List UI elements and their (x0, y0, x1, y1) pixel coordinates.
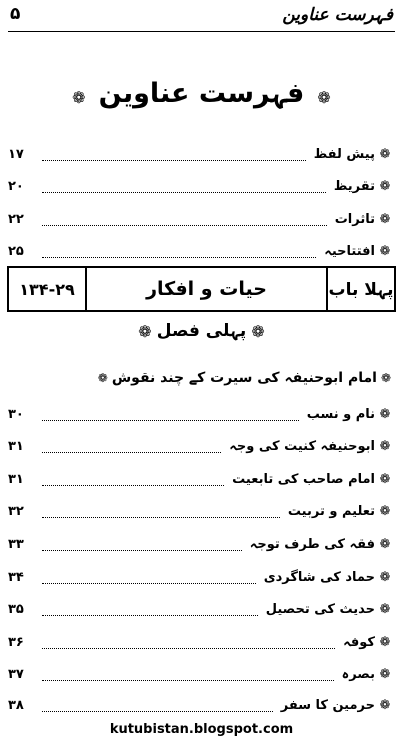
entry-page: ۲۵ (8, 243, 24, 259)
header-rule (8, 31, 395, 32)
toc-entry[interactable] (8, 403, 395, 425)
toc-entry[interactable] (8, 566, 395, 588)
entry-page: ۲۰ (8, 178, 24, 194)
dot-leader (42, 452, 221, 453)
entry-label: تاثرات (334, 211, 375, 227)
dot-leader (42, 257, 316, 258)
entry-label: امام صاحب کی تابعیت (232, 471, 375, 487)
chapter-page-range: ۱۳۴-۲۹ (19, 279, 75, 299)
toc-entry[interactable] (8, 500, 395, 522)
main-title-wrap (0, 78, 403, 109)
flower-bullet-icon: ❁ (379, 146, 391, 162)
section-title: پہلی فصل (156, 321, 247, 341)
dot-leader (42, 225, 327, 226)
flower-bullet-icon: ❁ (380, 371, 391, 385)
toc-entry[interactable] (8, 143, 395, 165)
entry-label: ابوحنیفہ کنیت کی وجہ (229, 438, 375, 454)
entry-label: فقہ کی طرف توجہ (249, 536, 375, 552)
dot-leader (42, 583, 256, 584)
toc-entry[interactable] (8, 240, 395, 262)
entry-page: ۳۳ (8, 536, 24, 552)
toc-entry[interactable] (8, 435, 395, 457)
flower-bullet-icon: ❁ (379, 471, 391, 487)
dot-leader (42, 192, 326, 193)
flower-bullet-icon: ❁ (379, 406, 391, 422)
entry-page: ۳۶ (8, 634, 24, 650)
entry-label: پیش لفظ (313, 146, 375, 162)
dot-leader (42, 648, 335, 649)
toc-entry[interactable] (8, 533, 395, 555)
dot-leader (42, 680, 334, 681)
toc-entry[interactable] (8, 694, 395, 716)
flower-ornament-icon: ❁ (138, 322, 152, 341)
flower-bullet-icon: ❁ (379, 503, 391, 519)
subheading[interactable] (8, 370, 395, 386)
chapter-box[interactable] (7, 266, 396, 312)
flower-bullet-icon: ❁ (379, 666, 391, 682)
entry-page: ۳۲ (8, 503, 24, 519)
dot-leader (42, 711, 273, 712)
dot-leader (42, 420, 299, 421)
section-title-wrap (0, 320, 403, 341)
toc-entry[interactable] (8, 208, 395, 230)
entry-page: ۳۱ (8, 438, 24, 454)
footer-url: kutubistan.blogspot.com (109, 722, 294, 737)
flower-bullet-icon: ❁ (97, 371, 108, 385)
flower-bullet-icon: ❁ (379, 211, 391, 227)
main-title: فہرست عناوین (98, 78, 305, 109)
flower-bullet-icon: ❁ (379, 697, 391, 713)
chapter-name: پہلا باب (326, 268, 394, 310)
entry-page: ۳۴ (8, 569, 24, 585)
entry-label: حدیث کی تحصیل (265, 601, 375, 617)
dot-leader (42, 615, 258, 616)
dot-leader (42, 550, 242, 551)
entry-label: نام و نسب (306, 406, 375, 422)
entry-label: تقریظ (333, 178, 375, 194)
entry-page: ۳۷ (8, 666, 24, 682)
flower-bullet-icon: ❁ (379, 178, 391, 194)
flower-bullet-icon: ❁ (379, 634, 391, 650)
entry-label: کوفہ (343, 634, 375, 650)
entry-page: ۳۱ (8, 471, 24, 487)
entry-page: ۳۰ (8, 406, 24, 422)
flower-bullet-icon: ❁ (379, 536, 391, 552)
flower-bullet-icon: ❁ (379, 243, 391, 259)
flower-bullet-icon: ❁ (379, 438, 391, 454)
entry-page: ۱۷ (8, 146, 24, 162)
flower-ornament-icon: ❁ (72, 88, 86, 107)
entry-label: تعلیم و تربیت (287, 503, 375, 519)
dot-leader (42, 160, 306, 161)
page-number: ۵ (10, 4, 21, 24)
toc-entry[interactable] (8, 468, 395, 490)
page-header (8, 4, 395, 28)
entry-page: ۲۲ (8, 211, 24, 227)
dot-leader (42, 517, 280, 518)
entry-label: افتتاحیہ (324, 243, 375, 259)
toc-entry[interactable] (8, 631, 395, 653)
flower-bullet-icon: ❁ (379, 569, 391, 585)
toc-entry[interactable] (8, 663, 395, 685)
subheading-text: امام ابوحنیفہ کی سیرت کے چند نقوش (111, 370, 377, 386)
chapter-title: حیات و افکار (85, 268, 326, 310)
flower-bullet-icon: ❁ (379, 601, 391, 617)
toc-entry[interactable] (8, 175, 395, 197)
flower-ornament-icon: ❁ (317, 88, 331, 107)
dot-leader (42, 485, 224, 486)
entry-label: حماد کی شاگردی (263, 569, 375, 585)
entry-page: ۳۵ (8, 601, 24, 617)
toc-entry[interactable] (8, 598, 395, 620)
running-title: فہرست عناوین (282, 5, 393, 25)
entry-page: ۳۸ (8, 697, 24, 713)
flower-ornament-icon: ❁ (251, 322, 265, 341)
entry-label: بصرہ (341, 666, 375, 682)
entry-label: حرمین کا سفر (280, 697, 375, 713)
